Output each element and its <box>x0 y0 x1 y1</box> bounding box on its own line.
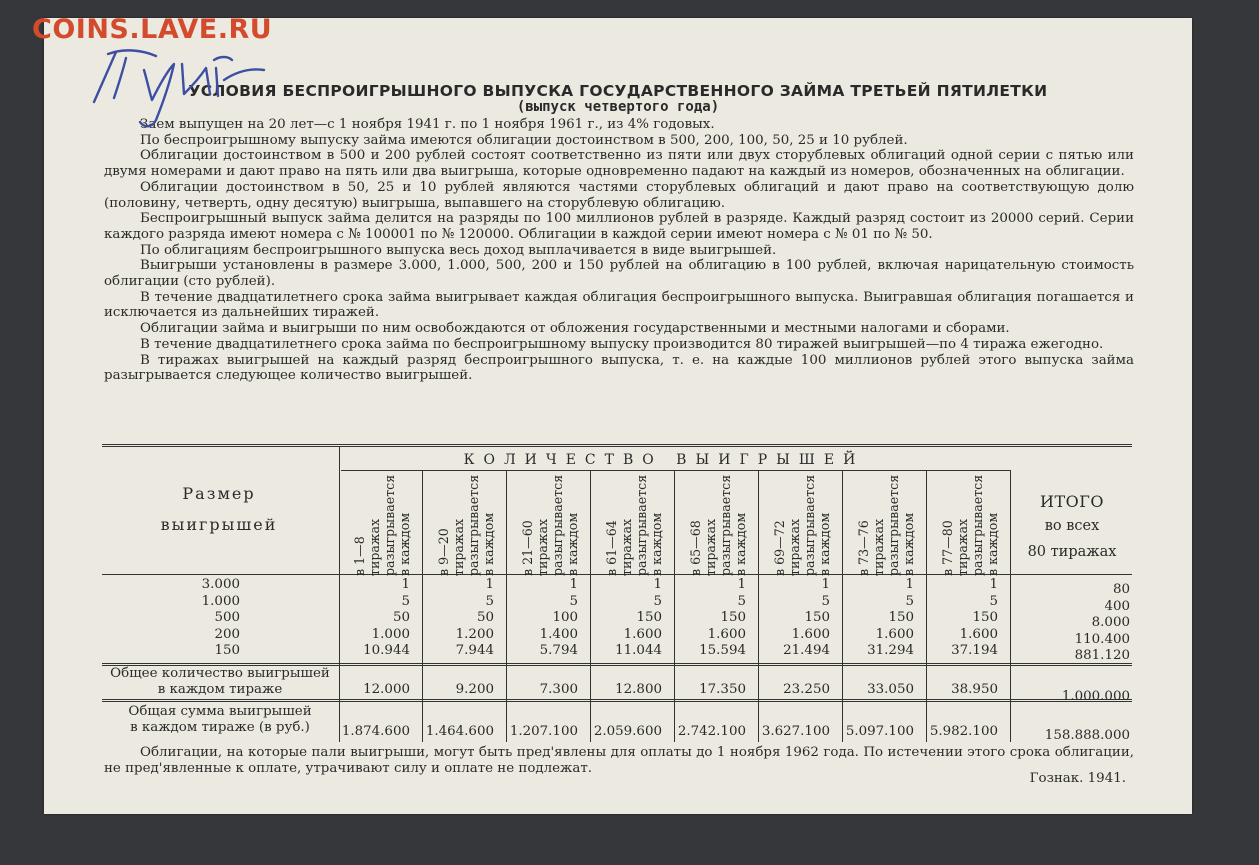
page-title: УСЛОВИЯ БЕСПРОИГРЫШНОГО ВЫПУСКА ГОСУДАРСТВЕННОГО ЗАЙМА ТРЕТЬЕЙ ПЯТИЛЕТКИ <box>188 82 1048 100</box>
prize-count-cell: 1.600 <box>707 626 746 642</box>
prize-total-cell: 110.400 <box>1074 631 1130 647</box>
prize-count-cell: 5 <box>989 593 998 609</box>
draw-column-header <box>426 474 506 578</box>
sum-cell: 1.207.100 <box>509 724 578 739</box>
count-cell: 23.250 <box>783 682 830 697</box>
paragraph: Облигации достоинством в 500 и 200 рублей состоят соответственно из пяти или двух сторублевых облигаций одной серии с пятью или двумя номерами и дают право на пять или два выигрыша, которые одновременно падают на каждый из номеров, обозначенных на облигации. <box>104 148 1134 180</box>
size-header: выигрышей <box>160 515 278 534</box>
prize-count-cell: 150 <box>636 610 662 625</box>
prize-count-cell: 1 <box>653 577 662 592</box>
prize-size-cell: 3.000 <box>201 577 240 592</box>
prize-count-cell: 1.200 <box>455 626 494 642</box>
paragraph: Облигации займа и выигрыши по ним освобождаются от обложения государственными и местными налогами и сборами. <box>140 321 1010 337</box>
table-rule <box>102 701 1132 702</box>
prize-count-cell: 150 <box>720 610 746 625</box>
prize-count-cell: 1 <box>989 577 998 592</box>
prize-total-cell: 400 <box>1104 598 1130 614</box>
paragraph: По облигациям беспроигрышного выпуска весь доход выплачивается в виде выигрышей. <box>140 242 777 258</box>
draw-column-header <box>846 474 926 578</box>
prize-count-cell: 1.400 <box>539 626 578 642</box>
prize-count-cell: 21.494 <box>783 643 830 658</box>
count-row-label: Общее количество выигрышей <box>110 666 330 681</box>
count-cell: 12.000 <box>363 682 410 697</box>
count-total-cell: 1.000.000 <box>1061 689 1130 704</box>
sum-cell: 3.627.100 <box>761 724 830 739</box>
draw-column-label: в 9—20 тиражах разыгрывается в каждом <box>436 474 496 576</box>
count-cell: 12.800 <box>615 682 662 697</box>
prize-size-cell: 500 <box>214 610 240 625</box>
paragraph: Облигации достоинством в 50, 25 и 10 рублей являются частями сторублевых облигаций и дают право на соответствующую долю (половину, четверть, одну десятую) выигрыша, выпавшего на сторублевую облигацию. <box>104 179 1134 211</box>
draw-column-label: в 73—76 тиражах разыгрывается в каждом <box>856 474 916 576</box>
page-subtitle: (выпуск четвертого года) <box>516 99 720 115</box>
prize-count-cell: 1.600 <box>623 626 662 642</box>
sum-cell: 1.874.600 <box>341 724 410 739</box>
prize-count-cell: 5 <box>905 593 914 609</box>
draw-column-header <box>762 474 842 578</box>
paragraph: В тиражах выигрышей на каждый разряд беспроигрышного выпуска, т. е. на каждые 100 миллионов рублей этого выпуска займа разыгрывается следующее количество выигрышей. <box>104 352 1134 384</box>
prize-count-cell: 150 <box>888 610 914 625</box>
paragraph: В течение двадцатилетнего срока займа выигрывает каждая облигация беспроигрышного выпуска. Выигравшая облигация погашается и исключается из дальнейших тиражей. <box>104 289 1134 321</box>
draw-column-header <box>510 474 590 578</box>
footer-text <box>104 745 1134 776</box>
count-row-label: в каждом тираже <box>157 682 283 697</box>
table-rule <box>102 446 1132 447</box>
prize-total-cell: 80 <box>1112 582 1130 597</box>
sum-cell: 1.464.600 <box>425 724 494 739</box>
table-rule <box>102 663 1132 664</box>
paragraph: Выигрыши установлены в размере 3.000, 1.000, 500, 200 и 150 рублей на облигацию в 100 рублей, включая нарицательную стоимость облигации (сто рублей). <box>104 258 1134 290</box>
prize-count-cell: 150 <box>804 610 830 625</box>
total-header: 80 тиражах <box>1027 544 1117 560</box>
prize-count-cell: 50 <box>476 610 494 625</box>
draw-column-label: в 77—80 тиражах разыгрывается в каждом <box>940 474 1000 576</box>
table-rule <box>102 699 1132 700</box>
paragraph: Заем выпущен на 20 лет—с 1 ноября 1941 г. по 1 ноября 1961 г., из 4% годовых. <box>140 117 715 132</box>
total-header: ИТОГО <box>1040 492 1104 511</box>
prize-count-cell: 5 <box>401 593 410 609</box>
count-cell: 7.300 <box>539 682 578 697</box>
sum-row-label: в каждом тираже (в руб.) <box>130 720 310 735</box>
prize-count-cell: 1 <box>737 577 746 592</box>
draw-column-header <box>930 474 1010 578</box>
draw-column-label: в 61—64 тиражах разыгрывается в каждом <box>604 474 664 576</box>
prize-count-cell: 150 <box>972 610 998 625</box>
prize-size-cell: 1.000 <box>201 593 240 609</box>
prize-total-cell: 8.000 <box>1091 615 1130 630</box>
table-rule <box>341 470 1011 471</box>
draw-column-label: в 69—72 тиражах разыгрывается в каждом <box>772 474 832 576</box>
prize-count-cell: 1.600 <box>875 626 914 642</box>
prize-count-cell: 1.000 <box>371 626 410 642</box>
prize-count-cell: 5 <box>653 593 662 609</box>
sum-cell: 2.059.600 <box>593 724 662 739</box>
prize-count-cell: 1.600 <box>959 626 998 642</box>
count-cell: 38.950 <box>951 682 998 697</box>
prize-count-cell: 1 <box>401 577 410 592</box>
prize-count-cell: 5 <box>737 593 746 609</box>
count-header: КОЛИЧЕСТВО ВЫИГРЫШЕЙ <box>463 452 865 468</box>
count-cell: 33.050 <box>867 682 914 697</box>
prize-count-cell: 15.594 <box>699 643 746 658</box>
prize-count-cell: 37.194 <box>951 643 998 658</box>
table-rule <box>1010 470 1011 742</box>
prize-size-cell: 200 <box>214 626 240 642</box>
draw-column-header <box>678 474 758 578</box>
draw-column-header <box>342 474 422 578</box>
paragraph: Беспроигрышный выпуск займа делится на разряды по 100 миллионов рублей в разряде. Каждый разряд состоит из 20000 серий. Серии каждого разряда имеют номера с № 100001 по № 120000. Облигации в каждой серии имеют номера с № 01 по № 50. <box>104 211 1134 242</box>
count-cell: 9.200 <box>455 682 494 697</box>
printer-imprint: Гознак. 1941. <box>1029 771 1126 786</box>
prize-count-cell: 10.944 <box>363 643 410 658</box>
paragraph: По беспроигрышному выпуску займа имеются облигации достоинством в 500, 200, 100, 50, 25 и 10 рублей. <box>140 132 908 148</box>
sum-row-label: Общая сумма выигрышей <box>128 704 312 719</box>
count-cell: 17.350 <box>699 682 746 697</box>
prize-total-cell: 881.120 <box>1074 648 1130 663</box>
prize-count-cell: 1 <box>821 577 830 592</box>
draw-column-label: в 21—60 тиражах разыгрывается в каждом <box>520 474 580 576</box>
prize-count-cell: 100 <box>552 610 578 625</box>
sum-cell: 2.742.100 <box>677 724 746 739</box>
draw-column-label: в 65—68 тиражах разыгрывается в каждом <box>688 474 748 576</box>
draw-column-label: в 1—8 тиражах разыгрывается в каждом <box>352 474 412 576</box>
draw-column-header <box>594 474 674 578</box>
prize-count-cell: 1 <box>485 577 494 592</box>
bond-sheet <box>44 18 1192 814</box>
sum-total-cell: 158.888.000 <box>1044 728 1130 743</box>
paragraph: Облигации, на которые пали выигрыши, могут быть пред'явлены для оплаты до 1 ноября 1962 года. По истечении этого срока облигации, не пред'явленные к оплате, утрачивают силу и оплате не подлежат. <box>104 745 1134 776</box>
prize-size-cell: 150 <box>214 643 240 658</box>
total-header: во всех <box>1044 518 1100 534</box>
prize-count-cell: 1 <box>905 577 914 592</box>
prize-count-cell: 1 <box>569 577 578 592</box>
watermark: COINS.LAVE.RU <box>32 14 273 45</box>
prize-count-cell: 31.294 <box>867 643 914 658</box>
prize-count-cell: 5 <box>569 593 578 609</box>
terms-text <box>104 117 1134 384</box>
prize-count-cell: 5 <box>821 593 830 609</box>
prize-count-cell: 7.944 <box>455 643 494 658</box>
sum-cell: 5.982.100 <box>929 724 998 739</box>
prize-count-cell: 50 <box>392 610 410 625</box>
prize-count-cell: 5 <box>485 593 494 609</box>
prize-count-cell: 1.600 <box>791 626 830 642</box>
prize-count-cell: 5.794 <box>539 643 578 658</box>
paragraph: В течение двадцатилетнего срока займа по беспроигрышному выпуску производится 80 тиражей выигрышей—по 4 тиража ежегодно. <box>140 336 1104 352</box>
sum-cell: 5.097.100 <box>845 724 914 739</box>
size-header: Размер <box>182 484 256 503</box>
table-rule <box>102 444 1132 445</box>
prize-count-cell: 11.044 <box>615 643 662 658</box>
